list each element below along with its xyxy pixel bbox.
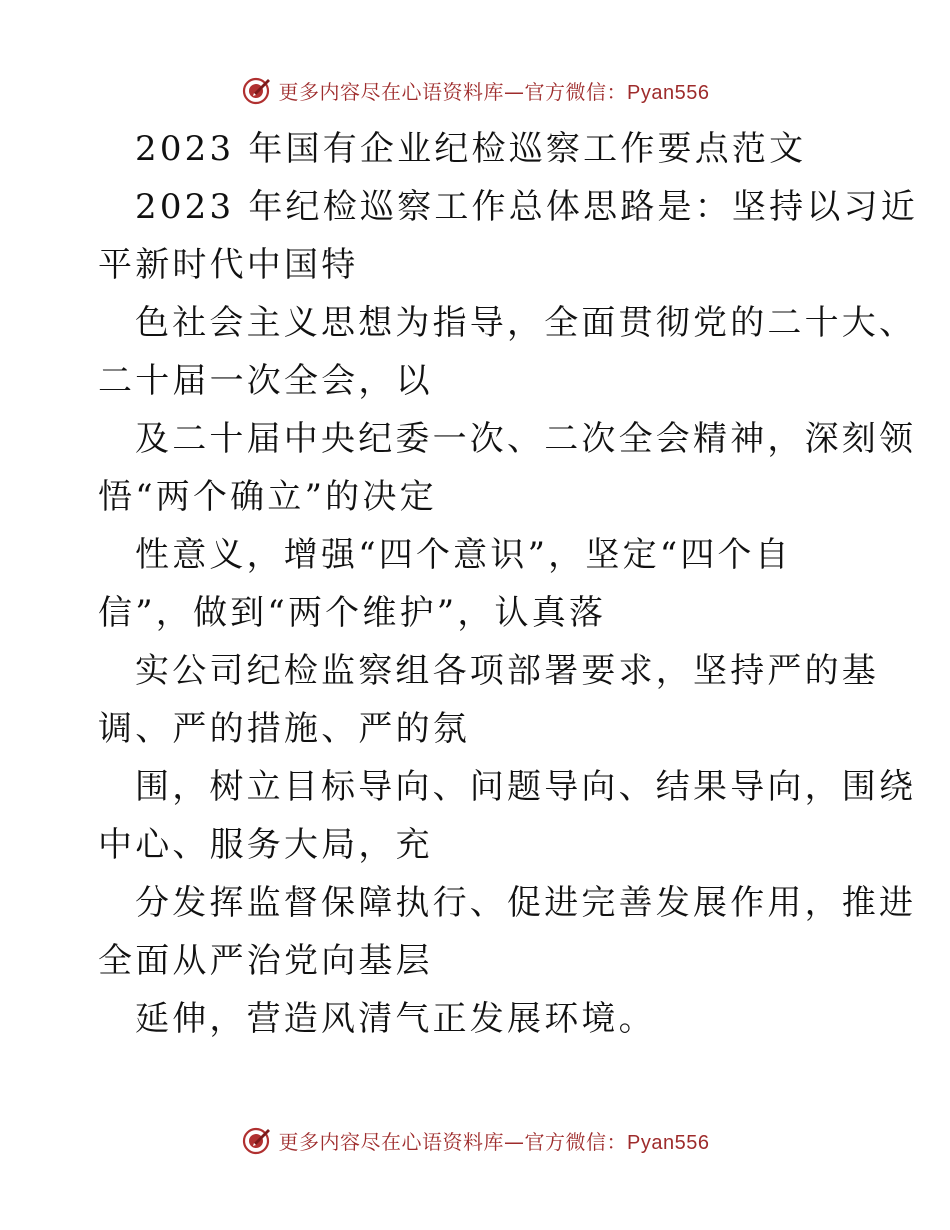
watermark-dash: — [504, 1129, 525, 1154]
paragraph-line: 二十届一次全会，以 [98, 361, 433, 401]
paragraph-line: 性意义，增强“四个意识”，坚定“四个自 [135, 535, 792, 575]
watermark-main: 更多内容尽在心语资料库 [278, 1129, 505, 1154]
header-watermark [0, 70, 950, 110]
paragraph-line: 分发挥监督保障执行、促进完善发展作用，推进 [135, 883, 917, 923]
paragraph-line: 围，树立目标导向、问题导向、结果导向，围绕 [135, 767, 917, 807]
document-title: 2023 年国有企业纪检巡察工作要点范文 [135, 129, 807, 169]
watermark-suffix: 官方微信： [524, 79, 628, 104]
paragraph-line: 实公司纪检监察组各项部署要求，坚持严的基 [135, 651, 879, 691]
paragraph-line: 2023 年纪检巡察工作总体思路是：坚持以习近 [135, 187, 918, 227]
watermark-suffix: 官方微信： [524, 1129, 628, 1154]
watermark-dash: — [504, 79, 525, 104]
paragraph-line: 全面从严治党向基层 [98, 941, 433, 981]
watermark-main: 更多内容尽在心语资料库 [278, 79, 505, 104]
paragraph-line: 信”，做到“两个维护”，认真落 [98, 593, 607, 633]
paragraph-line: 调、严的措施、严的氛 [98, 709, 470, 749]
watermark-id: Pyan556 [627, 81, 710, 104]
pen-logo-icon [241, 74, 273, 106]
paragraph-line: 延伸，营造风清气正发展环境。 [135, 999, 656, 1039]
paragraph-line: 色社会主义思想为指导，全面贯彻党的二十大、 [135, 303, 917, 343]
footer-watermark [0, 1120, 950, 1160]
paragraph-line: 及二十届中央纪委一次、二次全会精神，深刻领 [135, 419, 917, 459]
paragraph-line: 悟“两个确立”的决定 [98, 477, 437, 517]
watermark-id: Pyan556 [627, 1131, 710, 1154]
pen-logo-icon [241, 1124, 273, 1156]
document-body [98, 120, 918, 1048]
paragraph-line: 平新时代中国特 [98, 245, 359, 285]
paragraph-line: 中心、服务大局，充 [98, 825, 433, 865]
